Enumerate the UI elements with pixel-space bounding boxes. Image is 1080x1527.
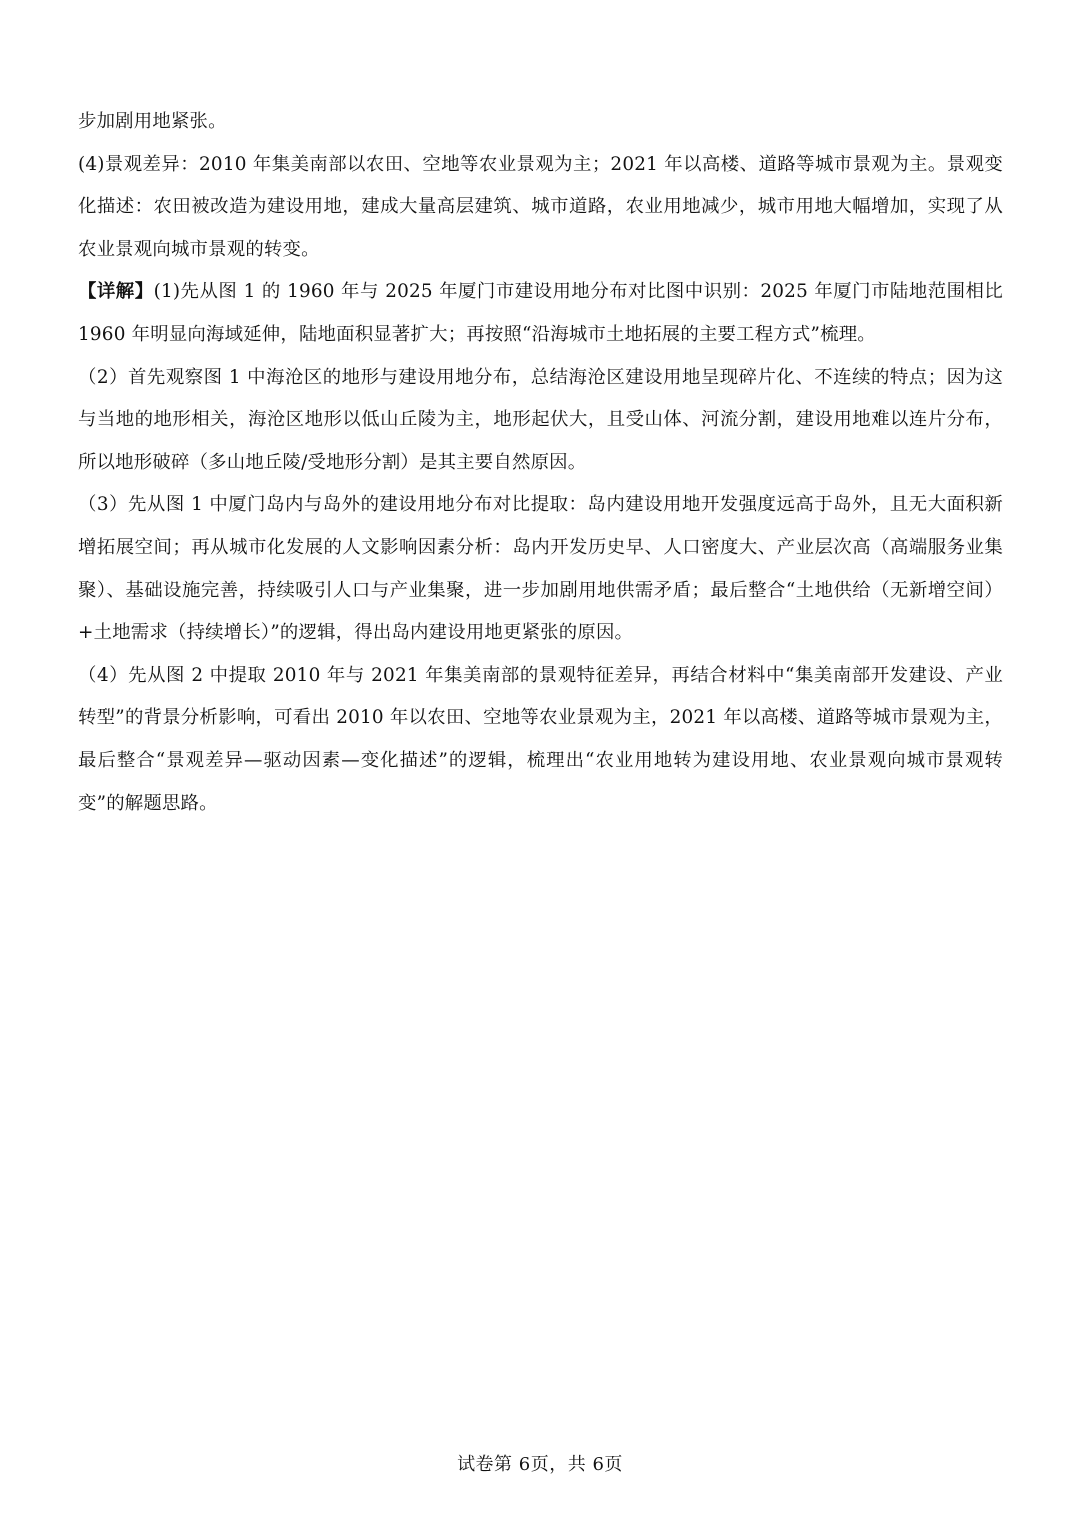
document-body [78, 101, 1003, 825]
paragraph-text: 步加剧用地紧张。 [78, 111, 227, 132]
page-number-label: 试卷第 6页，共 6页 [457, 1454, 623, 1475]
paragraph-detail-1 [78, 271, 1003, 356]
paragraph-text: （2）首先观察图 1 中海沧区的地形与建设用地分布，总结海沧区建设用地呈现碎片化、不连续的特点；因为这与当地的地形相关，海沧区地形以低山丘陵为主，地形起伏大，且受山体、河流分割，建设用地难以连片分布，所以地形破碎（多山地丘陵/受地形分割）是其主要自然原因。 [78, 366, 1003, 473]
paragraph-detail-3 [78, 484, 1003, 654]
paragraph-detail-2 [78, 357, 1003, 485]
paragraph-answer-4 [78, 144, 1003, 272]
paragraph-continuation [78, 101, 1003, 144]
detail-label: 【详解】 [78, 281, 154, 303]
page-footer [0, 1452, 1080, 1478]
paragraph-detail-4 [78, 655, 1003, 825]
paragraph-text: (1)先从图 1 的 1960 年与 2025 年厦门市建设用地分布对比图中识别：2025 年厦门市陆地范围相比 1960 年明显向海域延伸，陆地面积显著扩大；再按照“沿海城市土地拓展的主要工程方式”梳理。 [78, 281, 1003, 345]
paragraph-text: (4)景观差异：2010 年集美南部以农田、空地等农业景观为主；2021 年以高楼、道路等城市景观为主。景观变化描述：农田被改造为建设用地，建成大量高层建筑、城市道路，农业用地减少，城市用地大幅增加，实现了从农业景观向城市景观的转变。 [78, 153, 1003, 260]
paragraph-text: （3）先从图 1 中厦门岛内与岛外的建设用地分布对比提取：岛内建设用地开发强度远高于岛外，且无大面积新增拓展空间；再从城市化发展的人文影响因素分析：岛内开发历史早、人口密度大、产业层次高（高端服务业集聚）、基础设施完善，持续吸引人口与产业集聚，进一步加剧用地供需矛盾；最后整合“土地供给（无新增空间）+土地需求（持续增长）”的逻辑，得出岛内建设用地更紧张的原因。 [78, 494, 1003, 644]
paragraph-text: （4）先从图 2 中提取 2010 年与 2021 年集美南部的景观特征差异，再结合材料中“集美南部开发建设、产业转型”的背景分析影响，可看出 2010 年以农田、空地等农业景观为主，2021 年以高楼、道路等城市景观为主，最后整合“景观差异—驱动因素—变化描述”的逻辑，梳理出“农业用地转为建设用地、农业景观向城市景观转变”的解题思路。 [78, 664, 1003, 814]
